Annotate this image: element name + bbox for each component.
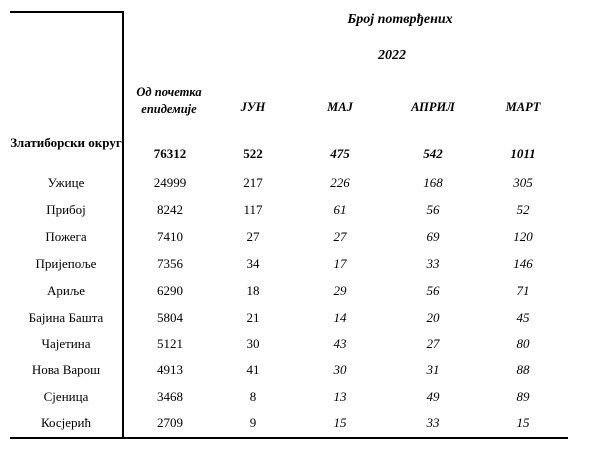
table-row xyxy=(10,251,568,277)
march-value: 146 xyxy=(513,256,533,271)
municipality-name: Нова Варош xyxy=(31,362,101,377)
since-start-value: 24999 xyxy=(153,175,187,190)
may-value: 17 xyxy=(333,256,347,271)
may-value: 27 xyxy=(333,229,347,244)
column-header-since-start: Од почетка епидемије xyxy=(136,85,202,116)
april-value: 56 xyxy=(426,283,440,298)
column-header-june: ЈУН xyxy=(240,100,266,114)
june-value: 117 xyxy=(243,202,263,217)
may-value: 226 xyxy=(330,175,350,190)
since-start-value: 2709 xyxy=(157,415,183,430)
march-value: 89 xyxy=(516,389,530,404)
march-value: 88 xyxy=(516,362,530,377)
column-header-may: МАЈ xyxy=(327,100,353,114)
april-value: 31 xyxy=(426,362,440,377)
table-row xyxy=(10,357,568,383)
top-rule xyxy=(10,11,123,13)
april-value: 168 xyxy=(423,175,443,190)
since-start-value: 4913 xyxy=(157,362,183,377)
table-title: Број потврђених xyxy=(347,12,453,27)
since-start-value: 3468 xyxy=(157,389,183,404)
district-name: Златиборски округ xyxy=(10,135,122,150)
march-value: 15 xyxy=(516,415,530,430)
june-value: 30 xyxy=(246,336,260,351)
april-value: 33 xyxy=(426,415,440,430)
may-value: 13 xyxy=(333,389,347,404)
municipality-name: Бајина Башта xyxy=(28,310,104,325)
march-value: 52 xyxy=(516,202,530,217)
april-value: 69 xyxy=(426,229,440,244)
table-row xyxy=(10,278,568,304)
june-value: 27 xyxy=(246,229,260,244)
may-value: 15 xyxy=(333,415,347,430)
since-start-value: 7410 xyxy=(157,229,183,244)
since-start-value: 6290 xyxy=(157,283,183,298)
since-start-value: 8242 xyxy=(157,202,183,217)
april-value: 33 xyxy=(426,256,440,271)
june-value: 8 xyxy=(249,389,257,404)
municipality-name: Сјеница xyxy=(43,389,89,404)
may-value: 14 xyxy=(333,310,347,325)
march-value: 305 xyxy=(513,175,533,190)
march-value: 71 xyxy=(516,283,530,298)
municipality-name: Прибој xyxy=(46,202,86,217)
june-value: 9 xyxy=(249,415,257,430)
may-value: 43 xyxy=(333,336,347,351)
district-june: 522 xyxy=(243,146,263,161)
since-start-value: 7356 xyxy=(157,256,183,271)
district-march: 1011 xyxy=(510,146,536,161)
column-header-april: АПРИЛ xyxy=(411,100,455,114)
since-start-value: 5804 xyxy=(157,310,183,325)
since-start-value: 5121 xyxy=(157,336,183,351)
municipality-name: Косјерић xyxy=(41,415,91,430)
june-value: 34 xyxy=(246,256,260,271)
table-year: 2022 xyxy=(378,48,406,63)
may-value: 30 xyxy=(333,362,347,377)
april-value: 49 xyxy=(426,389,440,404)
march-value: 120 xyxy=(513,229,533,244)
municipality-name: Ужице xyxy=(47,175,85,190)
column-header-march: МАРТ xyxy=(505,100,541,114)
district-april: 542 xyxy=(423,146,443,161)
district-may: 475 xyxy=(330,146,350,161)
bottom-rule xyxy=(10,437,568,439)
april-value: 27 xyxy=(426,336,440,351)
table-row xyxy=(10,410,568,436)
march-value: 45 xyxy=(516,310,530,325)
municipality-name: Пријепоље xyxy=(35,256,97,271)
table-row xyxy=(10,305,568,331)
table-row xyxy=(10,170,568,196)
municipality-name: Чајетина xyxy=(41,336,91,351)
june-value: 217 xyxy=(243,175,263,190)
table-row xyxy=(10,331,568,357)
table-row xyxy=(10,197,568,223)
municipality-name: Пожега xyxy=(45,229,87,244)
june-value: 41 xyxy=(246,362,260,377)
march-value: 80 xyxy=(516,336,530,351)
may-value: 61 xyxy=(333,202,347,217)
district-total: 76312 xyxy=(153,146,187,161)
june-value: 21 xyxy=(246,310,260,325)
table-row xyxy=(10,384,568,410)
june-value: 18 xyxy=(246,283,260,298)
april-value: 56 xyxy=(426,202,440,217)
may-value: 29 xyxy=(333,283,347,298)
table-row xyxy=(10,224,568,250)
april-value: 20 xyxy=(426,310,440,325)
municipality-name: Ариље xyxy=(46,283,86,298)
district-total-row xyxy=(10,135,568,167)
